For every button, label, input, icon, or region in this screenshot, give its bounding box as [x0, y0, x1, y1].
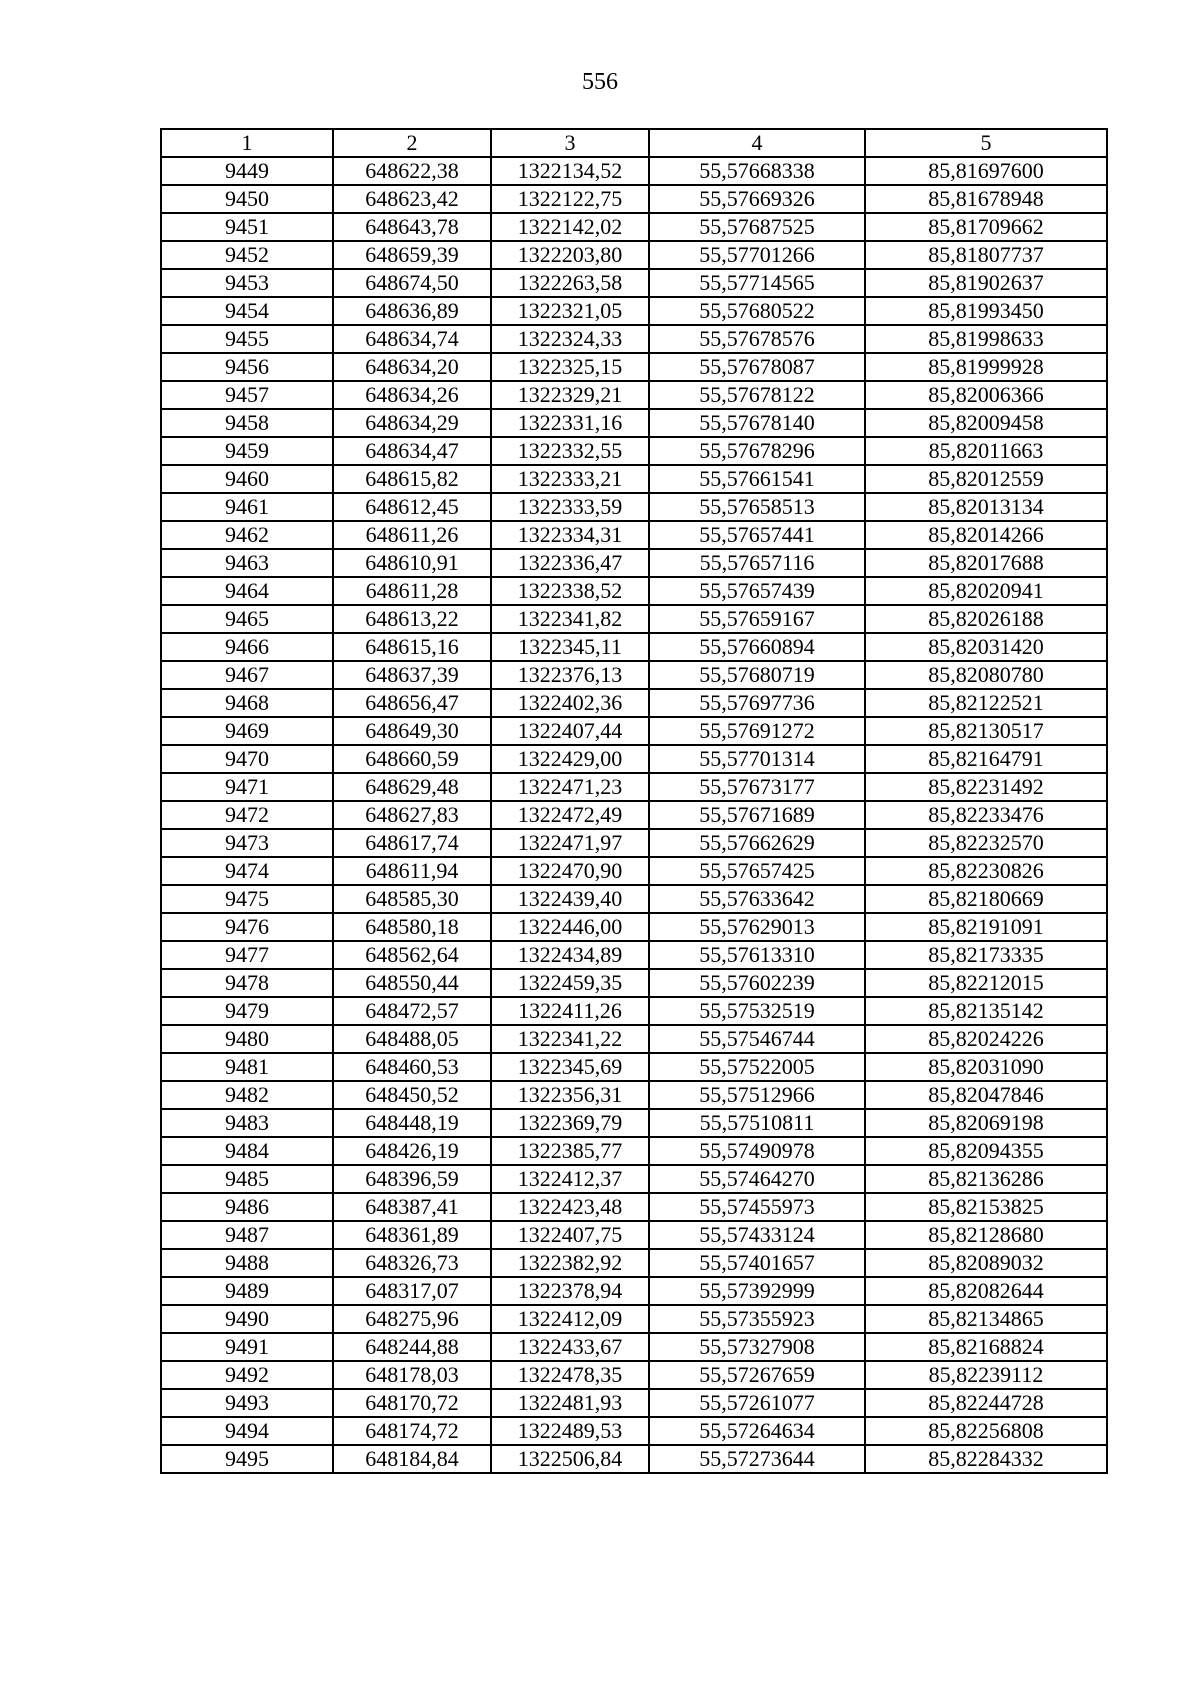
table-cell-col-1: 9459 — [161, 437, 333, 465]
table-cell-col-4: 55,57658513 — [649, 493, 865, 521]
table-cell-col-5: 85,82026188 — [865, 605, 1107, 633]
table-row — [161, 801, 1107, 829]
table-cell-col-2: 648460,53 — [333, 1053, 491, 1081]
table-cell-col-1: 9485 — [161, 1165, 333, 1193]
table-cell-col-3: 1322471,23 — [491, 773, 649, 801]
table-cell-col-2: 648634,29 — [333, 409, 491, 437]
table-cell-col-4: 55,57660894 — [649, 633, 865, 661]
table-row — [161, 381, 1107, 409]
table-cell-col-1: 9493 — [161, 1389, 333, 1417]
table-row — [161, 1417, 1107, 1445]
table-cell-col-4: 55,57671689 — [649, 801, 865, 829]
table-cell-col-4: 55,57327908 — [649, 1333, 865, 1361]
table-cell-col-5: 85,82069198 — [865, 1109, 1107, 1137]
table-cell-col-3: 1322446,00 — [491, 913, 649, 941]
table-cell-col-4: 55,57687525 — [649, 213, 865, 241]
table-cell-col-1: 9482 — [161, 1081, 333, 1109]
table-cell-col-4: 55,57659167 — [649, 605, 865, 633]
table-cell-col-4: 55,57602239 — [649, 969, 865, 997]
table-cell-col-2: 648615,16 — [333, 633, 491, 661]
table-cell-col-1: 9466 — [161, 633, 333, 661]
table-cell-col-3: 1322369,79 — [491, 1109, 649, 1137]
table-cell-col-3: 1322338,52 — [491, 577, 649, 605]
table-row — [161, 1025, 1107, 1053]
table-cell-col-2: 648613,22 — [333, 605, 491, 633]
table-cell-col-4: 55,57668338 — [649, 157, 865, 185]
table-cell-col-5: 85,81993450 — [865, 297, 1107, 325]
table-cell-col-1: 9465 — [161, 605, 333, 633]
table-cell-col-4: 55,57629013 — [649, 913, 865, 941]
table-cell-col-4: 55,57433124 — [649, 1221, 865, 1249]
table-cell-col-1: 9463 — [161, 549, 333, 577]
table-row — [161, 717, 1107, 745]
table-cell-col-4: 55,57490978 — [649, 1137, 865, 1165]
table-cell-col-4: 55,57714565 — [649, 269, 865, 297]
coordinates-table — [160, 128, 1108, 1474]
table-cell-col-5: 85,82134865 — [865, 1305, 1107, 1333]
table-cell-col-5: 85,82031090 — [865, 1053, 1107, 1081]
table-cell-col-3: 1322385,77 — [491, 1137, 649, 1165]
table-cell-col-5: 85,82173335 — [865, 941, 1107, 969]
table-row — [161, 661, 1107, 689]
table-cell-col-5: 85,82012559 — [865, 465, 1107, 493]
table-cell-col-1: 9464 — [161, 577, 333, 605]
table-cell-col-5: 85,82233476 — [865, 801, 1107, 829]
table-row — [161, 1193, 1107, 1221]
table-cell-col-4: 55,57355923 — [649, 1305, 865, 1333]
table-cell-col-5: 85,82239112 — [865, 1361, 1107, 1389]
table-row — [161, 1277, 1107, 1305]
table-cell-col-1: 9468 — [161, 689, 333, 717]
table-cell-col-5: 85,82017688 — [865, 549, 1107, 577]
table-cell-col-5: 85,81807737 — [865, 241, 1107, 269]
table-cell-col-1: 9474 — [161, 857, 333, 885]
table-cell-col-3: 1322423,48 — [491, 1193, 649, 1221]
table-cell-col-4: 55,57455973 — [649, 1193, 865, 1221]
table-row — [161, 1389, 1107, 1417]
table-body — [161, 157, 1107, 1473]
table-cell-col-5: 85,82153825 — [865, 1193, 1107, 1221]
table-cell-col-2: 648623,42 — [333, 185, 491, 213]
table-row — [161, 1165, 1107, 1193]
table-cell-col-5: 85,82011663 — [865, 437, 1107, 465]
table-cell-col-2: 648184,84 — [333, 1445, 491, 1473]
table-row — [161, 829, 1107, 857]
table-cell-col-4: 55,57680719 — [649, 661, 865, 689]
table-cell-col-3: 1322376,13 — [491, 661, 649, 689]
table-cell-col-4: 55,57392999 — [649, 1277, 865, 1305]
table-cell-col-5: 85,82168824 — [865, 1333, 1107, 1361]
table-cell-col-4: 55,57267659 — [649, 1361, 865, 1389]
table-cell-col-5: 85,81709662 — [865, 213, 1107, 241]
table-cell-col-2: 648629,48 — [333, 773, 491, 801]
table-cell-col-5: 85,82284332 — [865, 1445, 1107, 1473]
table-cell-col-5: 85,82128680 — [865, 1221, 1107, 1249]
table-cell-col-4: 55,57261077 — [649, 1389, 865, 1417]
table-cell-col-1: 9486 — [161, 1193, 333, 1221]
table-cell-col-2: 648622,38 — [333, 157, 491, 185]
table-cell-col-1: 9457 — [161, 381, 333, 409]
table-row — [161, 1445, 1107, 1473]
table-cell-col-3: 1322345,69 — [491, 1053, 649, 1081]
table-cell-col-2: 648617,74 — [333, 829, 491, 857]
table-row — [161, 1137, 1107, 1165]
table-cell-col-2: 648448,19 — [333, 1109, 491, 1137]
table-row — [161, 1053, 1107, 1081]
table-cell-col-2: 648174,72 — [333, 1417, 491, 1445]
table-cell-col-4: 55,57512966 — [649, 1081, 865, 1109]
table-cell-col-1: 9469 — [161, 717, 333, 745]
table-cell-col-1: 9484 — [161, 1137, 333, 1165]
table-cell-col-3: 1322333,59 — [491, 493, 649, 521]
table-cell-col-3: 1322142,02 — [491, 213, 649, 241]
table-row — [161, 157, 1107, 185]
table-cell-col-4: 55,57264634 — [649, 1417, 865, 1445]
table-cell-col-3: 1322324,33 — [491, 325, 649, 353]
table-cell-col-3: 1322325,15 — [491, 353, 649, 381]
table-cell-col-3: 1322378,94 — [491, 1277, 649, 1305]
table-cell-col-4: 55,57678576 — [649, 325, 865, 353]
table-row — [161, 213, 1107, 241]
table-cell-col-3: 1322122,75 — [491, 185, 649, 213]
table-cell-col-5: 85,82020941 — [865, 577, 1107, 605]
table-row — [161, 549, 1107, 577]
table-cell-col-2: 648634,26 — [333, 381, 491, 409]
table-cell-col-2: 648611,94 — [333, 857, 491, 885]
table-cell-col-2: 648659,39 — [333, 241, 491, 269]
table-cell-col-3: 1322459,35 — [491, 969, 649, 997]
table-cell-col-3: 1322329,21 — [491, 381, 649, 409]
header-row — [161, 129, 1107, 157]
table-cell-col-2: 648649,30 — [333, 717, 491, 745]
table-cell-col-5: 85,82094355 — [865, 1137, 1107, 1165]
table-cell-col-2: 648396,59 — [333, 1165, 491, 1193]
table-row — [161, 353, 1107, 381]
table-cell-col-4: 55,57401657 — [649, 1249, 865, 1277]
table-cell-col-5: 85,82047846 — [865, 1081, 1107, 1109]
table-cell-col-4: 55,57678087 — [649, 353, 865, 381]
table-cell-col-3: 1322412,37 — [491, 1165, 649, 1193]
table-cell-col-5: 85,81902637 — [865, 269, 1107, 297]
table-cell-col-5: 85,82014266 — [865, 521, 1107, 549]
table-cell-col-4: 55,57633642 — [649, 885, 865, 913]
table-cell-col-5: 85,82089032 — [865, 1249, 1107, 1277]
table-row — [161, 465, 1107, 493]
table-cell-col-5: 85,82122521 — [865, 689, 1107, 717]
table-cell-col-4: 55,57273644 — [649, 1445, 865, 1473]
table-cell-col-1: 9489 — [161, 1277, 333, 1305]
column-header-2: 2 — [333, 129, 491, 157]
table-cell-col-2: 648178,03 — [333, 1361, 491, 1389]
table-cell-col-3: 1322407,44 — [491, 717, 649, 745]
table-cell-col-5: 85,81999928 — [865, 353, 1107, 381]
table-cell-col-5: 85,82232570 — [865, 829, 1107, 857]
table-row — [161, 493, 1107, 521]
table-cell-col-2: 648674,50 — [333, 269, 491, 297]
table-cell-col-4: 55,57678122 — [649, 381, 865, 409]
table-cell-col-3: 1322334,31 — [491, 521, 649, 549]
table-row — [161, 1333, 1107, 1361]
table-cell-col-3: 1322345,11 — [491, 633, 649, 661]
table-cell-col-4: 55,57657441 — [649, 521, 865, 549]
table-row — [161, 689, 1107, 717]
table-row — [161, 325, 1107, 353]
table-cell-col-1: 9453 — [161, 269, 333, 297]
table-cell-col-4: 55,57661541 — [649, 465, 865, 493]
table-cell-col-3: 1322470,90 — [491, 857, 649, 885]
table-cell-col-5: 85,82082644 — [865, 1277, 1107, 1305]
table-cell-col-5: 85,82130517 — [865, 717, 1107, 745]
table-cell-col-2: 648317,07 — [333, 1277, 491, 1305]
table-row — [161, 1361, 1107, 1389]
table-row — [161, 1305, 1107, 1333]
table-cell-col-2: 648562,64 — [333, 941, 491, 969]
table-cell-col-2: 648612,45 — [333, 493, 491, 521]
table-cell-col-1: 9476 — [161, 913, 333, 941]
table-row — [161, 185, 1107, 213]
table-cell-col-3: 1322478,35 — [491, 1361, 649, 1389]
table-cell-col-2: 648426,19 — [333, 1137, 491, 1165]
table-cell-col-5: 85,82212015 — [865, 969, 1107, 997]
table-cell-col-4: 55,57669326 — [649, 185, 865, 213]
table-cell-col-2: 648244,88 — [333, 1333, 491, 1361]
table-cell-col-4: 55,57657116 — [649, 549, 865, 577]
table-cell-col-5: 85,82244728 — [865, 1389, 1107, 1417]
table-cell-col-1: 9450 — [161, 185, 333, 213]
table-cell-col-4: 55,57613310 — [649, 941, 865, 969]
table-row — [161, 773, 1107, 801]
table-cell-col-3: 1322341,82 — [491, 605, 649, 633]
table-cell-col-3: 1322429,00 — [491, 745, 649, 773]
table-cell-col-1: 9452 — [161, 241, 333, 269]
table-cell-col-3: 1322356,31 — [491, 1081, 649, 1109]
table-row — [161, 857, 1107, 885]
table-cell-col-2: 648450,52 — [333, 1081, 491, 1109]
table-cell-col-4: 55,57522005 — [649, 1053, 865, 1081]
table-row — [161, 633, 1107, 661]
table-cell-col-4: 55,57680522 — [649, 297, 865, 325]
table-row — [161, 1081, 1107, 1109]
table-cell-col-1: 9451 — [161, 213, 333, 241]
table-cell-col-2: 648656,47 — [333, 689, 491, 717]
table-cell-col-3: 1322407,75 — [491, 1221, 649, 1249]
table-row — [161, 969, 1107, 997]
table-cell-col-1: 9483 — [161, 1109, 333, 1137]
table-cell-col-5: 85,82256808 — [865, 1417, 1107, 1445]
table-cell-col-2: 648611,28 — [333, 577, 491, 605]
table-cell-col-2: 648488,05 — [333, 1025, 491, 1053]
table-cell-col-4: 55,57701314 — [649, 745, 865, 773]
table-cell-col-5: 85,82180669 — [865, 885, 1107, 913]
table-cell-col-2: 648326,73 — [333, 1249, 491, 1277]
table-cell-col-1: 9491 — [161, 1333, 333, 1361]
table-cell-col-3: 1322472,49 — [491, 801, 649, 829]
table-cell-col-5: 85,82080780 — [865, 661, 1107, 689]
table-row — [161, 577, 1107, 605]
table-cell-col-1: 9460 — [161, 465, 333, 493]
table-cell-col-2: 648170,72 — [333, 1389, 491, 1417]
table-cell-col-5: 85,82009458 — [865, 409, 1107, 437]
table-cell-col-4: 55,57532519 — [649, 997, 865, 1025]
table-row — [161, 1221, 1107, 1249]
table-cell-col-1: 9495 — [161, 1445, 333, 1473]
table-cell-col-4: 55,57464270 — [649, 1165, 865, 1193]
table-cell-col-3: 1322506,84 — [491, 1445, 649, 1473]
table-row — [161, 941, 1107, 969]
table-cell-col-1: 9494 — [161, 1417, 333, 1445]
table-header — [161, 129, 1107, 157]
table-cell-col-2: 648610,91 — [333, 549, 491, 577]
table-cell-col-1: 9470 — [161, 745, 333, 773]
table-cell-col-3: 1322433,67 — [491, 1333, 649, 1361]
table-cell-col-2: 648627,83 — [333, 801, 491, 829]
table-cell-col-5: 85,81998633 — [865, 325, 1107, 353]
table-cell-col-3: 1322412,09 — [491, 1305, 649, 1333]
table-cell-col-4: 55,57697736 — [649, 689, 865, 717]
table-cell-col-5: 85,82024226 — [865, 1025, 1107, 1053]
column-header-5: 5 — [865, 129, 1107, 157]
table-cell-col-1: 9461 — [161, 493, 333, 521]
table-cell-col-1: 9473 — [161, 829, 333, 857]
table-cell-col-2: 648634,74 — [333, 325, 491, 353]
table-cell-col-5: 85,82135142 — [865, 997, 1107, 1025]
table-row — [161, 241, 1107, 269]
table-cell-col-3: 1322411,26 — [491, 997, 649, 1025]
table-cell-col-3: 1322481,93 — [491, 1389, 649, 1417]
table-cell-col-3: 1322489,53 — [491, 1417, 649, 1445]
table-cell-col-4: 55,57678296 — [649, 437, 865, 465]
table-cell-col-3: 1322402,36 — [491, 689, 649, 717]
table-row — [161, 521, 1107, 549]
table-cell-col-3: 1322439,40 — [491, 885, 649, 913]
table-cell-col-5: 85,82191091 — [865, 913, 1107, 941]
table-cell-col-4: 55,57701266 — [649, 241, 865, 269]
table-cell-col-3: 1322134,52 — [491, 157, 649, 185]
table-cell-col-5: 85,82136286 — [865, 1165, 1107, 1193]
table-row — [161, 745, 1107, 773]
table-cell-col-2: 648611,26 — [333, 521, 491, 549]
table-row — [161, 1249, 1107, 1277]
table-cell-col-1: 9487 — [161, 1221, 333, 1249]
table-cell-col-3: 1322321,05 — [491, 297, 649, 325]
table-cell-col-2: 648550,44 — [333, 969, 491, 997]
table-cell-col-2: 648275,96 — [333, 1305, 491, 1333]
table-cell-col-1: 9490 — [161, 1305, 333, 1333]
table-cell-col-1: 9479 — [161, 997, 333, 1025]
table-cell-col-2: 648634,20 — [333, 353, 491, 381]
table-cell-col-5: 85,82031420 — [865, 633, 1107, 661]
table-cell-col-1: 9454 — [161, 297, 333, 325]
table-cell-col-5: 85,81697600 — [865, 157, 1107, 185]
table-cell-col-2: 648636,89 — [333, 297, 491, 325]
table-cell-col-1: 9471 — [161, 773, 333, 801]
table-cell-col-2: 648637,39 — [333, 661, 491, 689]
table-cell-col-2: 648634,47 — [333, 437, 491, 465]
table-cell-col-1: 9492 — [161, 1361, 333, 1389]
table-cell-col-5: 85,82013134 — [865, 493, 1107, 521]
table-cell-col-3: 1322471,97 — [491, 829, 649, 857]
table-cell-col-4: 55,57657425 — [649, 857, 865, 885]
table-cell-col-1: 9456 — [161, 353, 333, 381]
column-header-3: 3 — [491, 129, 649, 157]
table-row — [161, 297, 1107, 325]
table-cell-col-4: 55,57546744 — [649, 1025, 865, 1053]
table-cell-col-5: 85,82231492 — [865, 773, 1107, 801]
table-row — [161, 913, 1107, 941]
table-cell-col-2: 648361,89 — [333, 1221, 491, 1249]
table-cell-col-1: 9467 — [161, 661, 333, 689]
table-cell-col-4: 55,57678140 — [649, 409, 865, 437]
table-cell-col-3: 1322382,92 — [491, 1249, 649, 1277]
table-row — [161, 437, 1107, 465]
table-row — [161, 269, 1107, 297]
table-row — [161, 1109, 1107, 1137]
table-row — [161, 605, 1107, 633]
table-cell-col-1: 9458 — [161, 409, 333, 437]
table-cell-col-2: 648643,78 — [333, 213, 491, 241]
table-cell-col-3: 1322341,22 — [491, 1025, 649, 1053]
table-cell-col-1: 9488 — [161, 1249, 333, 1277]
table-cell-col-3: 1322332,55 — [491, 437, 649, 465]
table-cell-col-5: 85,82164791 — [865, 745, 1107, 773]
table-cell-col-1: 9481 — [161, 1053, 333, 1081]
table-cell-col-2: 648615,82 — [333, 465, 491, 493]
page-number: 556 — [582, 69, 618, 95]
table-cell-col-2: 648580,18 — [333, 913, 491, 941]
table-cell-col-1: 9480 — [161, 1025, 333, 1053]
table-cell-col-1: 9462 — [161, 521, 333, 549]
table-cell-col-1: 9478 — [161, 969, 333, 997]
table-cell-col-3: 1322434,89 — [491, 941, 649, 969]
table-cell-col-3: 1322263,58 — [491, 269, 649, 297]
table-cell-col-4: 55,57657439 — [649, 577, 865, 605]
table-cell-col-3: 1322331,16 — [491, 409, 649, 437]
table-cell-col-2: 648660,59 — [333, 745, 491, 773]
table-cell-col-1: 9449 — [161, 157, 333, 185]
table-cell-col-5: 85,82006366 — [865, 381, 1107, 409]
table-row — [161, 409, 1107, 437]
table-cell-col-4: 55,57673177 — [649, 773, 865, 801]
table-cell-col-5: 85,81678948 — [865, 185, 1107, 213]
column-header-1: 1 — [161, 129, 333, 157]
table-cell-col-4: 55,57510811 — [649, 1109, 865, 1137]
table-cell-col-5: 85,82230826 — [865, 857, 1107, 885]
table-cell-col-4: 55,57691272 — [649, 717, 865, 745]
table-cell-col-2: 648585,30 — [333, 885, 491, 913]
table-row — [161, 997, 1107, 1025]
table-cell-col-3: 1322336,47 — [491, 549, 649, 577]
table-cell-col-1: 9477 — [161, 941, 333, 969]
table-cell-col-3: 1322203,80 — [491, 241, 649, 269]
table-cell-col-1: 9472 — [161, 801, 333, 829]
table-cell-col-2: 648472,57 — [333, 997, 491, 1025]
table-cell-col-2: 648387,41 — [333, 1193, 491, 1221]
table-row — [161, 885, 1107, 913]
column-header-4: 4 — [649, 129, 865, 157]
table-cell-col-4: 55,57662629 — [649, 829, 865, 857]
table-cell-col-3: 1322333,21 — [491, 465, 649, 493]
table-cell-col-1: 9455 — [161, 325, 333, 353]
table-cell-col-1: 9475 — [161, 885, 333, 913]
